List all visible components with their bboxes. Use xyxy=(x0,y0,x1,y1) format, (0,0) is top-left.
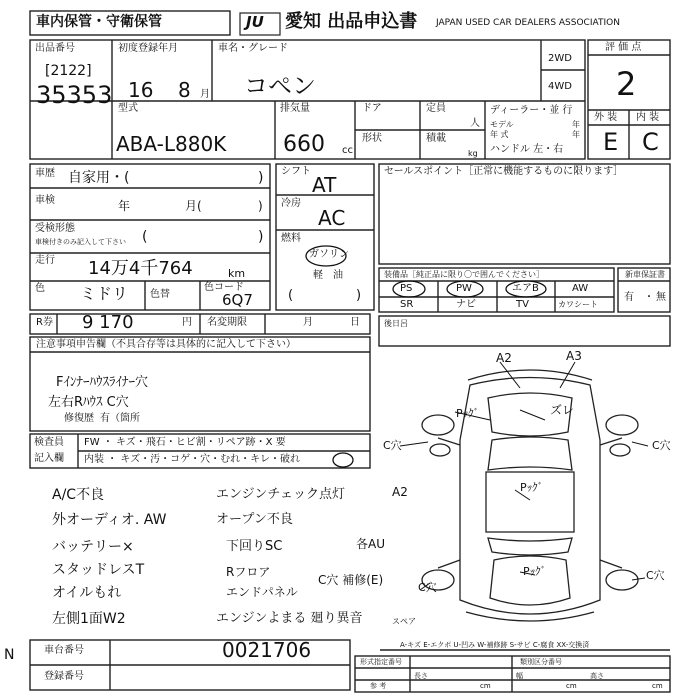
repair-value: 有（箇所 xyxy=(100,413,140,424)
shift-label: シフト xyxy=(281,166,311,177)
damage-legend: A-キズ E-エクボ U-凹み W-補修跡 S-サビ C-腐食 XX-交換済 xyxy=(400,641,590,649)
capacity-label: 定員 xyxy=(426,103,446,114)
month-suffix: 月 xyxy=(200,89,210,100)
model-year-label: モデル xyxy=(490,120,514,129)
inspector-label: 検査員 xyxy=(34,437,64,448)
spare-label: スペア xyxy=(392,617,416,626)
lot-sub-number: [2122] xyxy=(45,63,92,79)
warranty-label: 新車保証書 xyxy=(625,270,665,279)
doors-label: ドア xyxy=(362,103,382,114)
load-unit: kg xyxy=(468,149,478,158)
shape-label: 形状 xyxy=(362,133,382,144)
color-code: 6Q7 xyxy=(222,291,253,309)
fuel-gasoline: ガソリン xyxy=(309,249,349,260)
diagram-mark-c1: C穴 xyxy=(383,439,402,452)
displacement-unit: cc xyxy=(342,145,353,156)
mileage-label: 走行 xyxy=(35,255,55,266)
notes-line1: Fｲﾝﾅｰﾊｳｽﾗｲﾅｰ穴 xyxy=(56,375,148,390)
equipment-sr: SR xyxy=(400,299,414,310)
diagram-mark-c3: C穴 xyxy=(418,581,437,594)
inspection-label: 車検 xyxy=(35,195,55,206)
remark-left-6: 左側1面W2 xyxy=(52,611,126,627)
lot-number: 35353 xyxy=(36,81,113,109)
equipment-tv: TV xyxy=(516,299,529,310)
fuel-label: 燃料 xyxy=(281,233,301,244)
remark-left-5: オイルもれ xyxy=(52,585,122,601)
remark-right-2: オープン不良 xyxy=(216,512,293,527)
warranty-no: 無 xyxy=(656,292,666,303)
equipment-pw: PW xyxy=(456,283,472,294)
fuel-open: ( xyxy=(288,288,294,303)
remark-left-4: スタッドレスT xyxy=(52,562,145,578)
category-number-label: 類別区分番号 xyxy=(520,658,562,666)
fuel-close: ) xyxy=(356,288,362,303)
model-name-value: コペン xyxy=(244,72,316,100)
registration-year: 16 xyxy=(128,78,154,102)
color-value: ミドリ xyxy=(80,284,129,303)
sales-points-label: セールスポイント［正常に機能するものに限ります］ xyxy=(384,166,624,177)
equipment-navi: ナビ xyxy=(456,299,476,310)
width-label: 幅 xyxy=(516,672,523,680)
type-designation-label: 形式指定番号 xyxy=(360,658,402,666)
inspector-entry-label: 記入欄 xyxy=(34,453,64,464)
inspection-close: ) xyxy=(258,199,263,213)
equipment-label: 装備品［純正品に限り〇で囲んでください］ xyxy=(384,270,544,279)
history-close: ) xyxy=(258,170,264,186)
inspector-row2: 内装 ・ キズ・汚・コゲ・穴・むれ・キレ・破れ xyxy=(84,454,301,465)
drive-4wd: 4WD xyxy=(548,81,572,92)
remark-right-4: Rフロア xyxy=(226,565,271,579)
exterior-grade: E xyxy=(603,128,619,156)
diagram-mark-a3: A3 xyxy=(566,349,582,363)
color-change-label: 色替 xyxy=(150,289,170,300)
cooling-label: 冷房 xyxy=(281,198,301,209)
handle-label: ハンドル 左・右 xyxy=(490,144,564,155)
year-label: 年 式 xyxy=(490,130,509,139)
equipment-aw: AW xyxy=(572,283,589,294)
remark-right-1: エンジンチェック点灯 xyxy=(216,487,345,502)
interior-label: 内 装 xyxy=(636,112,660,123)
acceptance-open: ( xyxy=(142,229,148,245)
equipment-leather-seat: カワシート xyxy=(558,300,598,309)
height-unit: cm xyxy=(652,682,663,690)
fuel-diesel: 軽 油 xyxy=(313,270,343,281)
remark-right-5: エンドパネル xyxy=(226,585,298,599)
storage-label: 車内保管・守衛保管 xyxy=(36,14,162,30)
color-label: 色 xyxy=(35,283,45,294)
recycle-label: R券 xyxy=(36,317,53,328)
remark-left-2: 外オーディオ. AW xyxy=(52,512,167,528)
stray-mark: N xyxy=(4,647,15,663)
load-label: 積載 xyxy=(426,133,446,144)
name-change-month: 月 xyxy=(303,317,313,328)
model-type-label: 型式 xyxy=(118,103,138,114)
reference-label: 参 考 xyxy=(370,682,387,690)
diagram-mark-zure: ズレ xyxy=(550,403,575,417)
dealer-label: ディーラー・並 行 xyxy=(490,105,573,116)
diagram-mark-c2: C穴 xyxy=(652,439,671,452)
rating-label: 評 価 点 xyxy=(605,42,642,53)
drive-2wd: 2WD xyxy=(548,53,572,64)
length-unit: cm xyxy=(480,682,491,690)
remark-extra-c: C穴 補修(E) xyxy=(318,573,384,587)
displacement-label: 排気量 xyxy=(280,103,310,114)
notes-line2: 左右Rﾊｳｽ C穴 xyxy=(48,395,129,410)
diagram-mark-a2: A2 xyxy=(496,351,512,365)
model-type-value: ABA-L880K xyxy=(116,132,227,156)
registration-number-label: 登録番号 xyxy=(44,671,84,682)
cooling-value: AC xyxy=(318,206,346,230)
width-unit: cm xyxy=(566,682,577,690)
remark-extra-au: 各AU xyxy=(356,537,385,551)
registration-label: 初度登録年月 xyxy=(118,43,178,54)
length-label: 長さ xyxy=(414,672,428,680)
shift-value: AT xyxy=(312,173,337,197)
rating-value: 2 xyxy=(616,65,637,103)
model-year-suffix: 年 xyxy=(572,120,580,129)
ju-logo-icon: JU xyxy=(246,13,264,31)
equipment-airbag: エアB xyxy=(512,283,539,294)
diagram-mark-p1: Pｯｸﾞ xyxy=(456,407,480,420)
height-label: 高さ xyxy=(590,672,604,680)
diagram-mark-p3: Pｯｸﾞ xyxy=(523,565,547,578)
inspection-year: 年 xyxy=(118,199,131,213)
diagram-mark-c4: C穴 xyxy=(646,569,665,582)
equipment-ps: PS xyxy=(400,283,413,294)
acceptance-label: 受検形態 xyxy=(35,223,75,234)
displacement-value: 660 xyxy=(283,132,325,157)
form-title: 愛知 出品申込書 xyxy=(285,11,418,32)
lot-label: 出品番号 xyxy=(35,43,75,54)
repair-label: 修復歴 xyxy=(64,413,94,424)
inspection-month: 月( xyxy=(185,199,202,213)
car-diagram xyxy=(422,370,638,621)
after-label: 後日呂 xyxy=(384,319,408,328)
exterior-label: 外 装 xyxy=(594,112,618,123)
recycle-unit: 円 xyxy=(182,317,192,328)
chassis-value: 0021706 xyxy=(222,638,312,662)
warranty-yes: 有 xyxy=(624,292,634,303)
mileage-unit: km xyxy=(228,267,246,280)
registration-month: 8 xyxy=(178,78,191,102)
remark-right-6: エンジンよまる 廻り異音 xyxy=(216,611,363,626)
diagram-mark-p2: Pｯｸﾞ xyxy=(520,481,544,494)
capacity-unit: 人 xyxy=(470,118,480,129)
chassis-label: 車台番号 xyxy=(44,645,84,656)
color-code-label: 色コード xyxy=(204,282,244,293)
notes-label: 注意事項申告欄（不具合存等は具体的に記入して下さい） xyxy=(36,339,296,350)
history-label: 車歴 xyxy=(35,168,55,179)
remark-right-3: 下回りSC xyxy=(226,539,283,554)
model-name-label: 車名・グレード xyxy=(218,43,288,54)
name-change-label: 名変期限 xyxy=(207,317,247,328)
association-name: JAPAN USED CAR DEALERS ASSOCIATION xyxy=(436,18,620,28)
remark-left-1: A/C不良 xyxy=(52,487,105,503)
interior-grade: C xyxy=(642,128,659,156)
year-suffix: 年 xyxy=(572,130,580,139)
acceptance-note: 車検付きのみ記入して下さい xyxy=(35,238,126,246)
history-value: 自家用・( xyxy=(68,170,130,186)
remark-extra-a2: A2 xyxy=(392,485,408,499)
remark-left-3: バッテリー× xyxy=(52,539,134,555)
name-change-day: 日 xyxy=(350,317,360,328)
acceptance-close: ) xyxy=(258,229,264,245)
mileage-value: 14万4千764 xyxy=(88,258,193,279)
recycle-value: 9 170 xyxy=(82,312,134,333)
inspector-row1: FW ・ キズ・飛石・ヒビ割・リペア跡・X 要 xyxy=(84,437,286,448)
